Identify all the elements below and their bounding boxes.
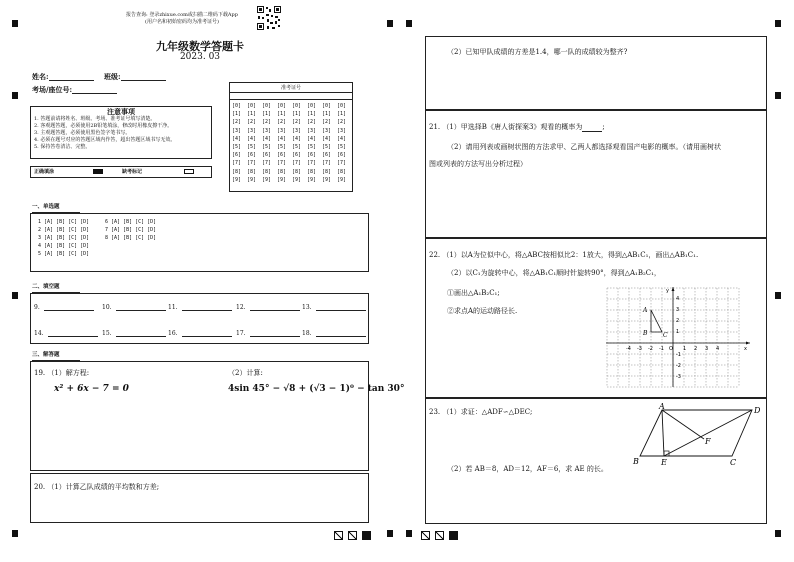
segment-af bbox=[662, 410, 704, 439]
alignment-mark bbox=[387, 20, 393, 27]
exam-id-column[interactable] bbox=[337, 102, 346, 184]
exam-id-column[interactable] bbox=[307, 102, 316, 184]
label-d: D bbox=[754, 406, 761, 415]
y-tick-label: -1 bbox=[676, 352, 681, 358]
exam-id-digit[interactable]: [9] bbox=[322, 176, 332, 183]
exam-id-digit[interactable]: [3] bbox=[307, 127, 317, 134]
q22-part2: （2）以C₁为旋转中心，将△AB₁C₁顺时针旋转90°，得到△A₁B₂C₁， bbox=[447, 269, 661, 277]
choice-row[interactable]: 2 [A] [B] [C] [D] bbox=[38, 227, 90, 233]
q19-equation: x² + 6x − 7 = 0 bbox=[54, 384, 129, 394]
exam-id-digit[interactable]: [4] bbox=[247, 135, 257, 142]
exam-id-digit[interactable]: [1] bbox=[292, 111, 302, 118]
blank-answer-field[interactable]: 13. bbox=[302, 304, 366, 311]
exam-id-digit[interactable]: [6] bbox=[337, 152, 347, 159]
blank-answer-field[interactable]: 14. bbox=[34, 330, 98, 337]
correct-fill-label: 正确填涂 bbox=[34, 169, 55, 175]
exam-id-digit[interactable]: [3] bbox=[292, 127, 302, 134]
exam-id-digit[interactable]: [6] bbox=[322, 152, 332, 159]
exam-id-digit[interactable]: [2] bbox=[232, 119, 242, 126]
y-tick-label: -2 bbox=[676, 363, 681, 369]
alignment-mark bbox=[775, 292, 781, 299]
exam-id-digit[interactable]: [4] bbox=[322, 135, 332, 142]
x-tick-label: -2 bbox=[648, 346, 653, 352]
exam-id-column[interactable] bbox=[292, 102, 301, 184]
q21-part1: 21. （1）甲选择B《唐人街探案3》观看的概率为 ; bbox=[429, 123, 605, 131]
exam-id-digit[interactable]: [7] bbox=[232, 160, 242, 167]
page-marker bbox=[449, 531, 458, 540]
q19-expression: 4sin 45° − √8 + (√3 − 1)⁰ − tan 30° bbox=[228, 384, 405, 394]
x-tick-label: -3 bbox=[637, 346, 642, 352]
section-3-title: 三、解答题 bbox=[32, 352, 60, 358]
choice-row[interactable]: 7 [A] [B] [C] [D] bbox=[105, 227, 157, 233]
blank-answer-field[interactable]: 12. bbox=[236, 304, 300, 311]
exam-id-column[interactable] bbox=[262, 102, 271, 184]
exam-id-digit[interactable]: [4] bbox=[292, 135, 302, 142]
exam-id-digit[interactable]: [1] bbox=[247, 111, 257, 118]
q21-part2-b: 图或列表的方法写出分析过程） bbox=[429, 160, 527, 168]
page-marker bbox=[362, 531, 371, 540]
exam-id-digit[interactable]: [6] bbox=[247, 152, 257, 159]
exam-id-digit[interactable]: [1] bbox=[337, 111, 347, 118]
report-sub: (用户名和初始密码均为准考证号) bbox=[145, 19, 219, 25]
page-marker bbox=[348, 531, 357, 540]
exam-id-digit[interactable]: [6] bbox=[262, 152, 272, 159]
exam-id-digit[interactable]: [7] bbox=[337, 160, 347, 167]
q20-part2: （2）已知甲队成绩的方差是1.4，哪一队的成绩较为整齐? bbox=[447, 48, 628, 56]
alignment-mark bbox=[775, 92, 781, 99]
exam-id-digit[interactable]: [8] bbox=[247, 168, 257, 175]
exam-id-digit[interactable]: [0] bbox=[292, 103, 302, 109]
exam-id-digit[interactable]: [5] bbox=[337, 144, 347, 151]
y-tick-label: 3 bbox=[676, 307, 680, 313]
y-tick-label: 2 bbox=[676, 318, 680, 324]
x-tick-label: -4 bbox=[626, 346, 631, 352]
choice-col-left[interactable] bbox=[38, 218, 89, 258]
note-item: 5. 保持答卷清洁、完整。 bbox=[34, 144, 91, 150]
exam-id-digit[interactable]: [5] bbox=[247, 144, 257, 151]
blank-answer-field[interactable]: 16. bbox=[168, 330, 232, 337]
report-line: 报告查询: 登录zhixue.com或扫描二维码下载App bbox=[126, 12, 238, 18]
missing-mark-label: 缺考标记 bbox=[122, 169, 143, 175]
exam-id-digit[interactable]: [0] bbox=[262, 103, 272, 109]
exam-id-digit[interactable]: [0] bbox=[307, 103, 317, 109]
exam-id-digit[interactable]: [9] bbox=[292, 176, 302, 183]
correct-fill-sample bbox=[93, 169, 103, 174]
coordinate-grid bbox=[604, 284, 754, 390]
name-field[interactable]: 姓名: bbox=[32, 72, 94, 81]
exam-id-digit[interactable]: [1] bbox=[232, 111, 242, 118]
choice-row[interactable]: 6 [A] [B] [C] [D] bbox=[105, 219, 157, 225]
segment-ae bbox=[662, 410, 664, 456]
exam-id-digit[interactable]: [4] bbox=[277, 135, 287, 142]
exam-id-digit[interactable]: [8] bbox=[337, 168, 347, 175]
exam-id-digit[interactable]: [3] bbox=[232, 127, 242, 134]
notes-title: 注意事项 bbox=[107, 107, 135, 116]
exam-id-digit[interactable]: [7] bbox=[292, 160, 302, 167]
exam-id-digit[interactable]: [9] bbox=[337, 176, 347, 183]
choice-row[interactable]: 3 [A] [B] [C] [D] bbox=[38, 235, 90, 241]
exam-id-digit[interactable]: [6] bbox=[232, 152, 242, 159]
exam-id-digit[interactable]: [9] bbox=[232, 176, 242, 183]
exam-id-digit[interactable]: [8] bbox=[292, 168, 302, 175]
q23-part1: 23. （1）求证：△ADF∽△DEC; bbox=[429, 408, 533, 416]
exam-id-digit[interactable]: [7] bbox=[262, 160, 272, 167]
note-item: 3. 主观题答题，必须使用黑色签字笔书写。 bbox=[34, 130, 131, 136]
exam-id-digit[interactable]: [8] bbox=[307, 168, 317, 175]
q20-part1: 20. （1）计算乙队成绩的平均数和方差; bbox=[34, 483, 160, 491]
exam-date: 2023. 03 bbox=[179, 52, 221, 62]
q22-sub-a: ①画出△A₁B₂C₁; bbox=[447, 289, 500, 297]
exam-id-digit[interactable]: [9] bbox=[277, 176, 287, 183]
q21-part2-a: （2）请用列表或画树状图的方法求甲、乙两人都选择观看国产电影的概率。（请用画树状 bbox=[447, 143, 721, 151]
alignment-mark bbox=[12, 92, 18, 99]
alignment-mark bbox=[775, 530, 781, 537]
label-e: E bbox=[661, 458, 667, 466]
page-title: 九年级数学答题卡 bbox=[156, 40, 244, 53]
blank-answer-field[interactable]: 10. bbox=[102, 304, 166, 311]
missing-mark-box[interactable] bbox=[184, 169, 194, 174]
alignment-mark bbox=[387, 530, 393, 537]
exam-id-column[interactable] bbox=[232, 102, 241, 184]
exam-id-digit[interactable]: [3] bbox=[247, 127, 257, 134]
class-field[interactable]: 班级: bbox=[104, 72, 166, 81]
page-marker bbox=[421, 531, 430, 540]
exam-id-digit[interactable]: [2] bbox=[247, 119, 257, 126]
exam-id-digit[interactable]: [2] bbox=[337, 119, 347, 126]
exam-id-digit[interactable]: [8] bbox=[322, 168, 332, 175]
exam-id-digit[interactable]: [9] bbox=[262, 176, 272, 183]
x-tick-label: 4 bbox=[716, 346, 720, 352]
exam-id-digit[interactable]: [6] bbox=[307, 152, 317, 159]
exam-id-digit[interactable]: [1] bbox=[277, 111, 287, 118]
exam-id-digit[interactable]: [8] bbox=[232, 168, 242, 175]
alignment-mark bbox=[775, 20, 781, 27]
label-a: A bbox=[659, 402, 665, 411]
note-item: 4. 必须在题号对应的答题区域内作答，超出答题区域书写无效。 bbox=[34, 137, 176, 143]
exam-id-digit[interactable]: [9] bbox=[247, 176, 257, 183]
qr-code bbox=[256, 5, 282, 31]
exam-id-digit[interactable]: [4] bbox=[337, 135, 347, 142]
choice-row[interactable]: 4 [A] [B] [C] [D] bbox=[38, 243, 90, 249]
alignment-mark bbox=[12, 292, 18, 299]
q20-box bbox=[30, 473, 369, 523]
q22-part1: 22. （1）以A为位似中心，将△ABC按相似比2：1放大，得到△AB₁C₁，画出△AB₁C₁. bbox=[429, 251, 699, 259]
exam-id-digit[interactable]: [5] bbox=[322, 144, 332, 151]
exam-id-digit[interactable]: [7] bbox=[322, 160, 332, 167]
blank-answer-field[interactable]: 9. bbox=[34, 304, 94, 311]
exam-id-column[interactable] bbox=[322, 102, 331, 184]
x-tick-label: O bbox=[669, 346, 673, 352]
exam-id-digit[interactable]: [7] bbox=[277, 160, 287, 167]
exam-id-digit[interactable]: [3] bbox=[262, 127, 272, 134]
choice-col-right[interactable] bbox=[105, 218, 156, 242]
exam-id-digit[interactable]: [5] bbox=[277, 144, 287, 151]
y-tick-label: -3 bbox=[676, 374, 681, 380]
choice-row[interactable]: 5 [A] [B] [C] [D] bbox=[38, 251, 90, 257]
exam-id-digit[interactable]: [2] bbox=[322, 119, 332, 126]
room-field[interactable]: 考场/座位号: bbox=[32, 85, 117, 94]
page-marker bbox=[334, 531, 343, 540]
section-1-title: 一、单选题 bbox=[32, 204, 60, 210]
x-tick-label: 3 bbox=[705, 346, 709, 352]
label-f: F bbox=[705, 437, 711, 446]
exam-id-digit[interactable]: [2] bbox=[262, 119, 272, 126]
exam-id-digit[interactable]: [0] bbox=[322, 103, 332, 109]
blank-answer-field[interactable]: 15. bbox=[102, 330, 166, 337]
x-tick-label: 1 bbox=[683, 346, 687, 352]
exam-id-digit[interactable]: [2] bbox=[292, 119, 302, 126]
alignment-mark bbox=[406, 20, 412, 27]
x-tick-label: -1 bbox=[659, 346, 664, 352]
exam-id-digit[interactable]: [6] bbox=[292, 152, 302, 159]
exam-id-digit[interactable]: [0] bbox=[277, 103, 287, 109]
choice-row[interactable]: 1 [A] [B] [C] [D] bbox=[38, 219, 90, 225]
exam-id-digit[interactable]: [0] bbox=[232, 103, 242, 109]
segment-de bbox=[664, 410, 752, 456]
label-b: B bbox=[633, 457, 639, 466]
x-tick-label: 2 bbox=[694, 346, 698, 352]
exam-id-digit[interactable]: [3] bbox=[322, 127, 332, 134]
exam-id-digit[interactable]: [1] bbox=[307, 111, 317, 118]
exam-id-digit[interactable]: [6] bbox=[277, 152, 287, 159]
q23-part2: （2）若 AB＝8，AD＝12，AF＝6，求 AE 的长。 bbox=[447, 465, 608, 473]
exam-id-digit[interactable]: [0] bbox=[247, 103, 257, 109]
blank-answer-field[interactable]: 11. bbox=[168, 304, 232, 311]
alignment-mark bbox=[12, 530, 18, 537]
y-tick-label: y bbox=[666, 288, 669, 294]
exam-id-digit[interactable]: [1] bbox=[322, 111, 332, 118]
choice-row[interactable]: 8 [A] [B] [C] [D] bbox=[105, 235, 157, 241]
exam-id-digit[interactable]: [2] bbox=[307, 119, 317, 126]
point-a-label: A bbox=[643, 307, 648, 314]
exam-id-digit[interactable]: [3] bbox=[277, 127, 287, 134]
exam-id-digit[interactable]: [7] bbox=[307, 160, 317, 167]
note-item: 1. 答题前请将姓名、班级、考场、准考证号填写清楚。 bbox=[34, 116, 156, 122]
exam-id-digit[interactable]: [3] bbox=[337, 127, 347, 134]
point-c-label: C bbox=[663, 332, 668, 339]
label-c: C bbox=[730, 458, 737, 466]
blank-answer-field[interactable]: 17. bbox=[236, 330, 300, 337]
parallelogram-figure bbox=[632, 402, 768, 466]
q19-part2-label: （2）计算: bbox=[228, 369, 263, 377]
point-b-label: B bbox=[643, 330, 648, 337]
exam-id-digit[interactable]: [8] bbox=[262, 168, 272, 175]
exam-id-digit[interactable]: [2] bbox=[277, 119, 287, 126]
exam-id-digit[interactable]: [0] bbox=[337, 103, 347, 109]
x-tick-label: x bbox=[744, 346, 747, 352]
exam-id-column[interactable] bbox=[277, 102, 286, 184]
notes-list bbox=[34, 116, 210, 150]
exam-id-column[interactable] bbox=[247, 102, 256, 184]
exam-id-digit[interactable]: [4] bbox=[307, 135, 317, 142]
blank-answer-field[interactable]: 18. bbox=[302, 330, 366, 337]
exam-id-digit[interactable]: [4] bbox=[262, 135, 272, 142]
q22-sub-b: ②求点A的运动路径长. bbox=[447, 307, 518, 315]
y-tick-label: 1 bbox=[676, 329, 680, 335]
exam-id-digit[interactable]: [4] bbox=[232, 135, 242, 142]
exam-id-digit[interactable]: [1] bbox=[262, 111, 272, 118]
section-2-title: 二、填空题 bbox=[32, 284, 60, 290]
exam-id-digit[interactable]: [5] bbox=[232, 144, 242, 151]
exam-id-digit[interactable]: [5] bbox=[307, 144, 317, 151]
exam-id-digit[interactable]: [8] bbox=[277, 168, 287, 175]
exam-id-label: 准考证号 bbox=[280, 85, 301, 91]
q19-label: 19. （1）解方程: bbox=[34, 369, 90, 377]
alignment-mark bbox=[12, 20, 18, 27]
page-marker bbox=[435, 531, 444, 540]
exam-id-digit[interactable]: [9] bbox=[307, 176, 317, 183]
note-item: 2. 客观题答题，必须使用2B铅笔填涂，修改时用橡皮擦干净。 bbox=[34, 123, 173, 129]
y-tick-label: 4 bbox=[676, 296, 680, 302]
alignment-mark bbox=[406, 530, 412, 537]
exam-id-digit[interactable]: [5] bbox=[292, 144, 302, 151]
exam-id-digit[interactable]: [5] bbox=[262, 144, 272, 151]
exam-id-digit[interactable]: [7] bbox=[247, 160, 257, 167]
